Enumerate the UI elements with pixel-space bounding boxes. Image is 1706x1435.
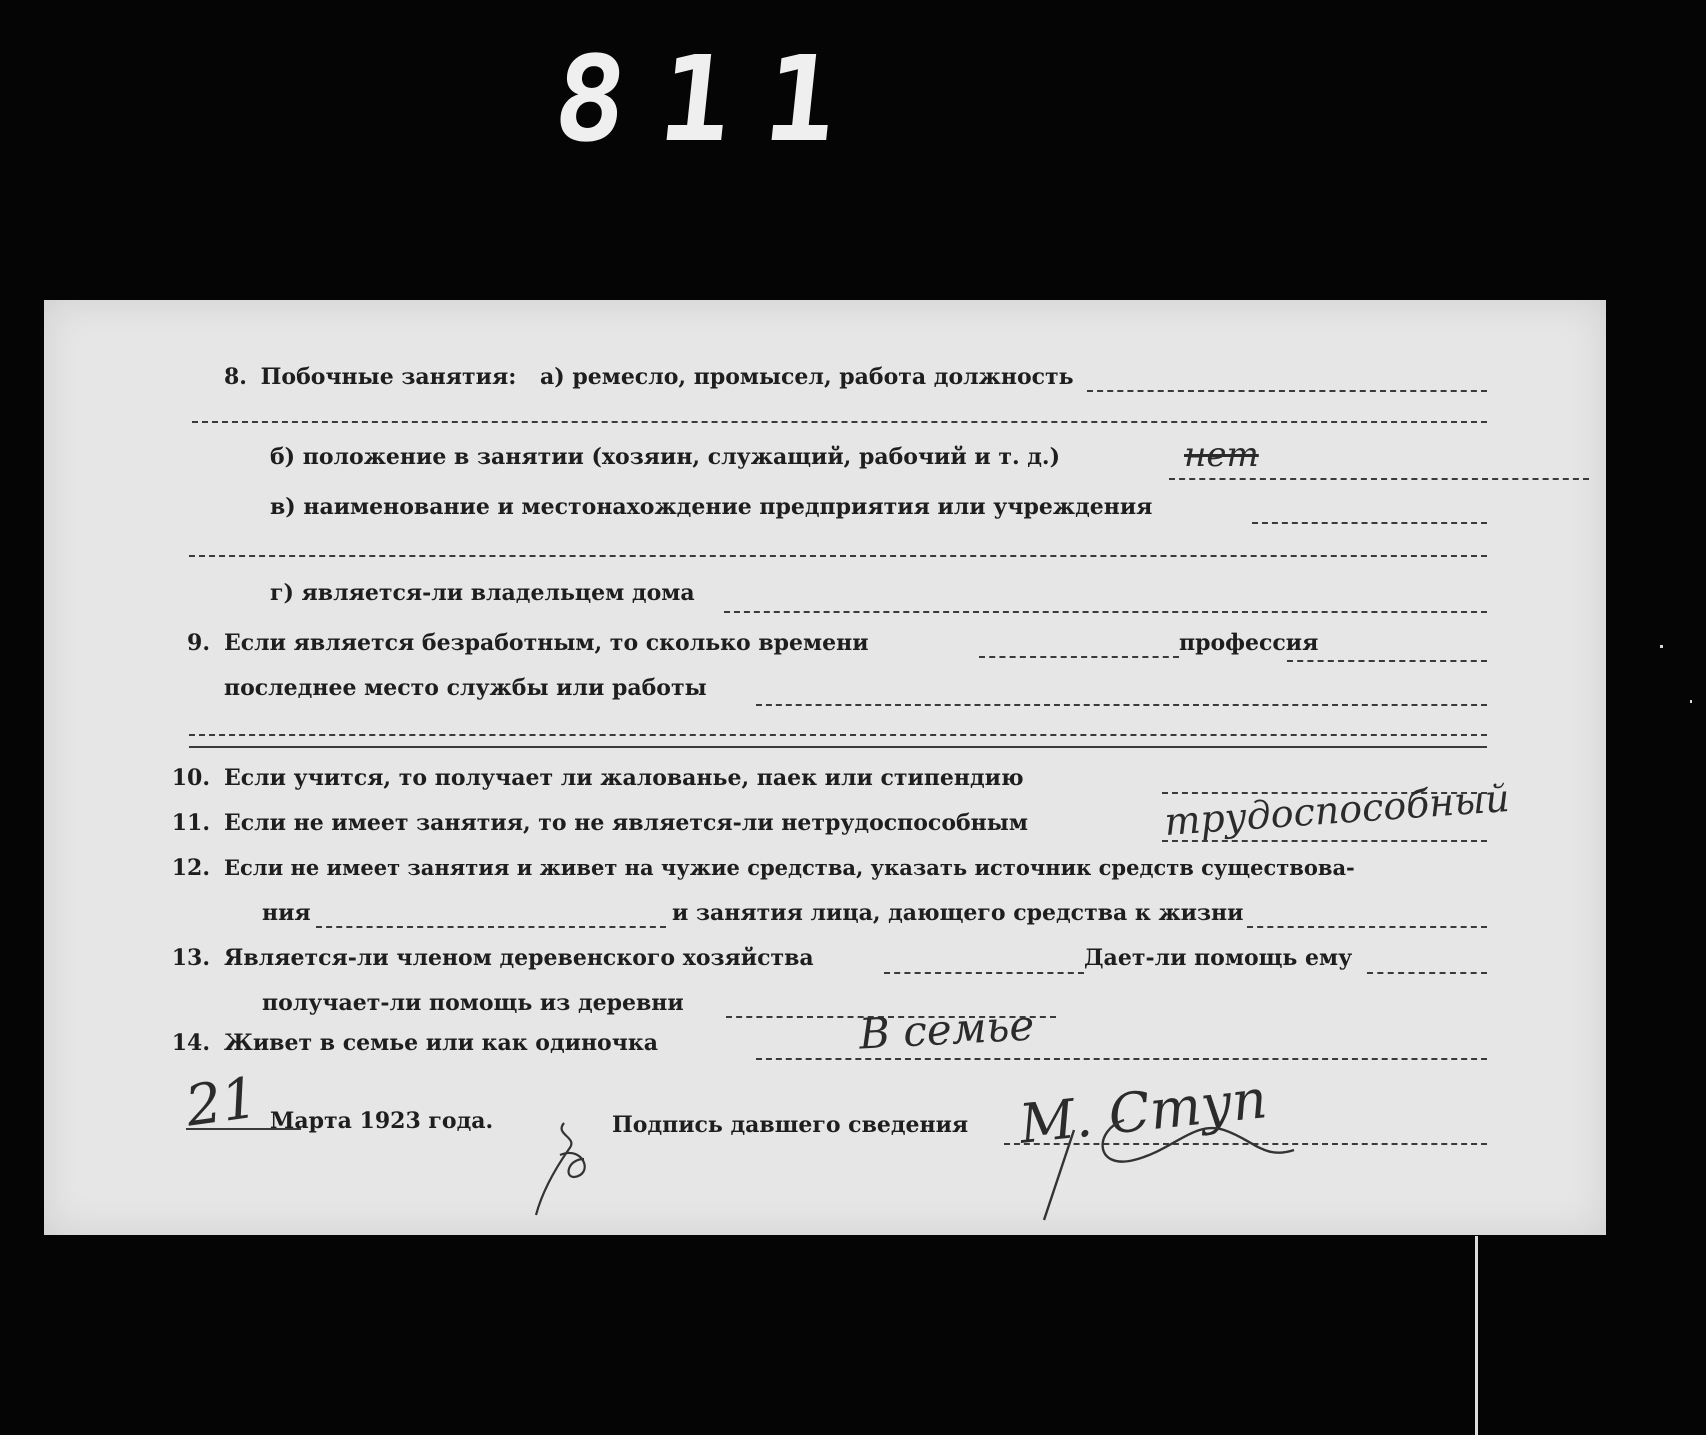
q9-duration-blank (979, 656, 1179, 658)
q9-profession-label: профессия (1179, 630, 1319, 656)
q10-row (168, 765, 1024, 791)
q8-g-blank (724, 611, 1487, 613)
registration-card (44, 300, 1606, 1235)
q9-last-job-label: последнее место службы или работы (224, 675, 707, 701)
q10-number: 10. (171, 765, 210, 791)
q9-last-job-blank-line2 (189, 734, 1487, 736)
q8-a-label: а) ремесло, промысел, работа должность (540, 364, 1074, 390)
footer-signature-label: Подпись давшего сведения (612, 1112, 969, 1138)
footer-day-handwritten: 21 (181, 1065, 262, 1140)
footer-date-label: Марта 1923 года. (270, 1108, 494, 1134)
q14-number: 14. (171, 1030, 210, 1056)
dust-mark (1690, 700, 1692, 703)
q12-row-1 (168, 855, 1355, 881)
scan-edge-line (1475, 1236, 1478, 1435)
signature-flourish (1044, 1120, 1294, 1220)
q9-last-job-blank (756, 704, 1487, 706)
q9-unemployed-label: Если является безработным, то сколько времени (224, 630, 869, 656)
q12-row-2 (262, 900, 311, 926)
footer-signature-row (612, 1112, 968, 1138)
q8-row-g (270, 580, 695, 606)
q14-label: Живет в семье или как одиночка (224, 1030, 658, 1056)
q11-label: Если не имеет занятия, то не является-ли нетрудоспособным (224, 810, 1028, 836)
q14-handwritten-answer: В семье (857, 1000, 1036, 1059)
q9-profession-blank (1287, 660, 1487, 662)
q13-row-2 (262, 990, 684, 1016)
q12-number: 12. (171, 855, 210, 881)
q10-label: Если учится, то получает ли жалованье, паек или стипендию (224, 765, 1024, 791)
q11-row (168, 810, 1028, 836)
q8-b-label: б) положение в занятии (хозяин, служащий, рабочий и т. д.) (270, 444, 1061, 470)
q11-number: 11. (171, 810, 210, 836)
q12-label-1: Если не имеет занятия и живет на чужие средства, указать источник средств существова- (224, 855, 1355, 880)
q8-b-handwritten-answer: нет (1184, 435, 1259, 475)
footer-date (270, 1108, 493, 1134)
q12-label-2b: и занятия лица, дающего средства к жизни (672, 900, 1244, 926)
q13-row-1 (168, 945, 814, 971)
q11-handwritten-answer: трудоспособный (1162, 775, 1511, 845)
q13-number: 13. (171, 945, 210, 971)
q12-source-blank (316, 926, 666, 928)
q8-row-v (270, 494, 1152, 520)
q13-help-blank (1367, 972, 1487, 974)
q8-number: 8. (224, 364, 247, 390)
footer-signature: М. Ступ (1016, 1067, 1270, 1156)
q12-provider-blank (1247, 926, 1487, 928)
q8-a-blank-line2 (192, 421, 1487, 423)
q13-member-blank (884, 972, 1084, 974)
section-divider (189, 746, 1487, 748)
q13-label-1b: Дает-ли помощь ему (1084, 945, 1353, 971)
q9-row-1 (168, 630, 869, 656)
q12-row-2b (672, 900, 1243, 926)
q9-number: 9. (187, 630, 210, 656)
q14-blank (756, 1058, 1487, 1060)
q12-label-2a: ния (262, 900, 311, 926)
q9-row-2 (224, 675, 707, 701)
q9-profession (1179, 630, 1318, 656)
signature-flourish-svg (1034, 1090, 1354, 1230)
q8-a-blank (1087, 390, 1487, 392)
dust-mark (1660, 645, 1663, 648)
q8-v-blank-line2 (189, 555, 1487, 557)
handwritten-mark-svg (524, 1115, 614, 1235)
q8-b-blank (1169, 478, 1589, 480)
q8-title: Побочные занятия: (260, 364, 517, 390)
q8-g-label: г) является-ли владельцем дома (270, 580, 695, 606)
q13-label-1a: Является-ли членом деревенского хозяйства (224, 945, 814, 971)
q14-row (168, 1030, 658, 1056)
q8-row-b (270, 444, 1060, 470)
frame-number: 811 (547, 30, 878, 168)
q8-v-blank (1252, 522, 1487, 524)
q8-row-a (224, 364, 1074, 390)
q13-label-2: получает-ли помощь из деревни (262, 990, 684, 1016)
q8-v-label: в) наименование и местонахождение предприятия или учреждения (270, 494, 1153, 520)
q13-row-1b (1084, 945, 1352, 971)
handwritten-mark (536, 1123, 585, 1215)
